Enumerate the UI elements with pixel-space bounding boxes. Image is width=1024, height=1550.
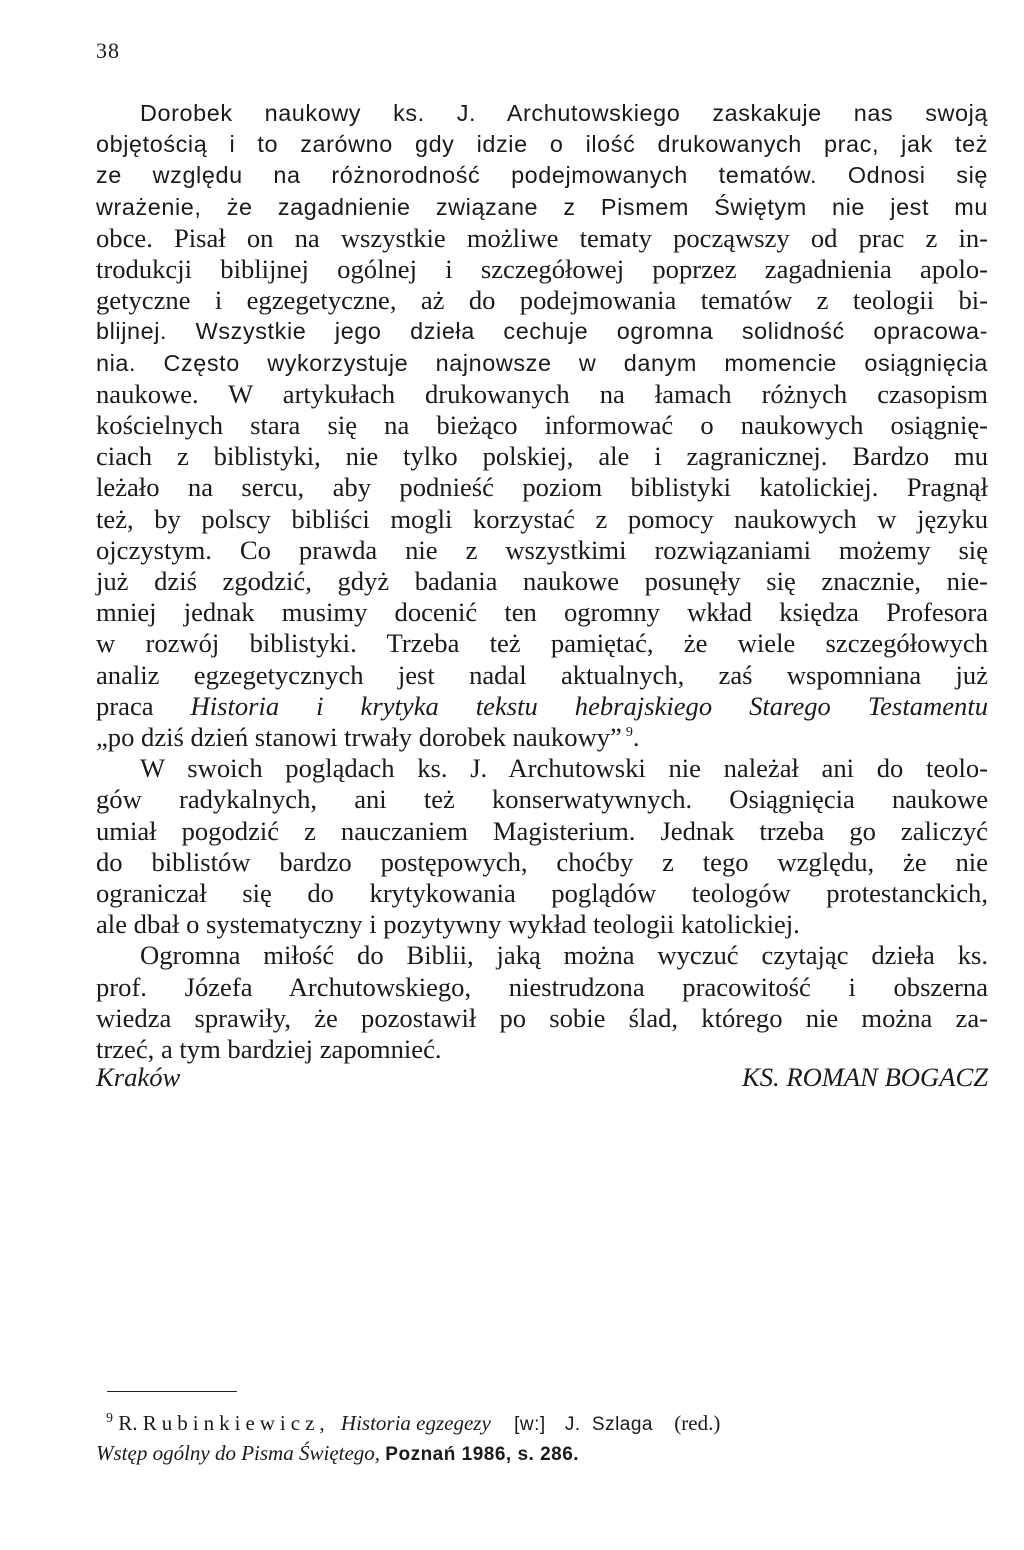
text-line: W swoich poglądach ks. J. Archutowski nie należał ani do teolo-	[140, 753, 988, 784]
text-line	[96, 722, 988, 753]
footnote-title-1: Historia egzegezy	[340, 1411, 491, 1435]
footnote-red: (red.)	[674, 1411, 721, 1435]
text-line: naukowe. W artykułach drukowanych na łamach różnych czasopism	[96, 378, 988, 409]
text-line: kościelnych stara się na bieżąco informować o naukowych osiągnię-	[96, 410, 988, 441]
paragraph-3	[96, 940, 988, 1065]
text-line: gów radykalnych, ani też konserwatywnych. Osiągnięcia naukowe	[96, 784, 988, 815]
footnote-in: [w:]	[514, 1414, 546, 1435]
text-line: mniej jednak musimy docenić ten ogromny wkład księdza Profesora	[96, 597, 988, 628]
footnote-author-initial: R.	[118, 1411, 138, 1435]
text-line: do biblistów bardzo postępowych, choćby z tego względu, że nie	[96, 846, 988, 877]
quote-text: „po dziś dzień stanowi trwały dorobek naukowy”	[96, 722, 622, 753]
paragraph-1	[96, 98, 988, 753]
footnote-line-2	[96, 1439, 986, 1469]
text-line: ale dbał o systematyczny i pozytywny wykład teologii katolickiej.	[96, 909, 800, 940]
footnote-reference: 9	[625, 725, 633, 741]
text-line: objętością i to zarówno gdy idzie o ilość drukowanych prac, jak też	[96, 131, 988, 158]
book-title: Historia i krytyka tekstu hebrajskiego Starego Testamentu	[190, 690, 989, 721]
text-fragment: praca	[96, 690, 191, 721]
text-line: wiedza sprawiły, że pozostawił po sobie ślad, którego nie można za-	[96, 1002, 988, 1033]
footnote	[96, 1409, 986, 1469]
footnote-editor: Szlaga	[591, 1414, 654, 1435]
page-number: 38	[96, 38, 120, 63]
footnote-place-year: Poznań 1986, s. 286.	[385, 1444, 580, 1465]
text-fragment: .	[632, 722, 640, 753]
signature-author: KS. ROMAN BOGACZ	[742, 1062, 988, 1092]
paragraph-2	[96, 753, 988, 940]
text-line: getyczne i egzegetyczne, aż do podejmowania tematów z teologii bi-	[96, 285, 988, 316]
footnote-divider	[107, 1391, 237, 1392]
signature-row	[96, 1062, 988, 1093]
text-line: nia. Często wykorzystuje najnowsze w danym momencie osiągnięcia	[96, 349, 988, 376]
footnote-editor-initial: J.	[564, 1414, 581, 1435]
text-line: Dorobek naukowy ks. J. Archutowskiego zaskakuje nas swoją	[140, 100, 988, 126]
text-line: trzeć, a tym bardziej zapomnieć.	[96, 1034, 442, 1065]
text-line: ograniczał się do krytykowania poglądów teologów protestanckich,	[96, 878, 988, 909]
text-line: wrażenie, że zagadnienie związane z Pismem Świętym nie jest mu	[96, 193, 988, 220]
footnote-author-surname: Rubinkiewicz,	[142, 1411, 330, 1435]
footnote-title-2: Wstęp ogólny do Pisma Świętego,	[96, 1441, 381, 1465]
text-line: trodukcji biblijnej ogólnej i szczegółowej poprzez zagadnienia apolo-	[96, 254, 988, 285]
text-line: Ogromna miłość do Biblii, jaką można wyczuć czytając dzieła ks.	[140, 940, 988, 971]
footnote-line-1	[106, 1409, 986, 1439]
text-line: ojczystym. Co prawda nie z wszystkimi rozwiązaniami możemy się	[96, 534, 988, 565]
text-line: ze względu na różnorodność podejmowanych tematów. Odnosi się	[96, 162, 988, 189]
footnote-marker: 9	[106, 1411, 113, 1426]
text-line	[96, 691, 988, 722]
signature-place: Kraków	[96, 1062, 181, 1092]
text-line: w rozwój biblistyki. Trzeba też pamiętać, że wiele szczegółowych	[96, 628, 988, 659]
body-text	[96, 98, 988, 1065]
text-line: umiał pogodzić z nauczaniem Magisterium. Jednak trzeba go zaliczyć	[96, 815, 988, 846]
text-line: obce. Pisał on na wszystkie możliwe tematy począwszy od prac z in-	[96, 222, 988, 253]
text-line: też, by polscy bibliści mogli korzystać z pomocy naukowych w języku	[96, 503, 988, 534]
text-line: ciach z biblistyki, nie tylko polskiej, ale i zagranicznej. Bardzo mu	[96, 441, 988, 472]
text-line: już dziś zgodzić, gdyż badania naukowe posunęły się znacznie, nie-	[96, 566, 988, 597]
text-line: blijnej. Wszystkie jego dzieła cechuje ogromna solidność opracowa-	[96, 318, 988, 345]
text-line: analiz egzegetycznych jest nadal aktualnych, zaś wspomniana już	[96, 659, 988, 690]
text-line: leżało na sercu, aby podnieść poziom biblistyki katolickiej. Pragnął	[96, 472, 988, 503]
text-line: prof. Józefa Archutowskiego, niestrudzona pracowitość i obszerna	[96, 971, 988, 1002]
